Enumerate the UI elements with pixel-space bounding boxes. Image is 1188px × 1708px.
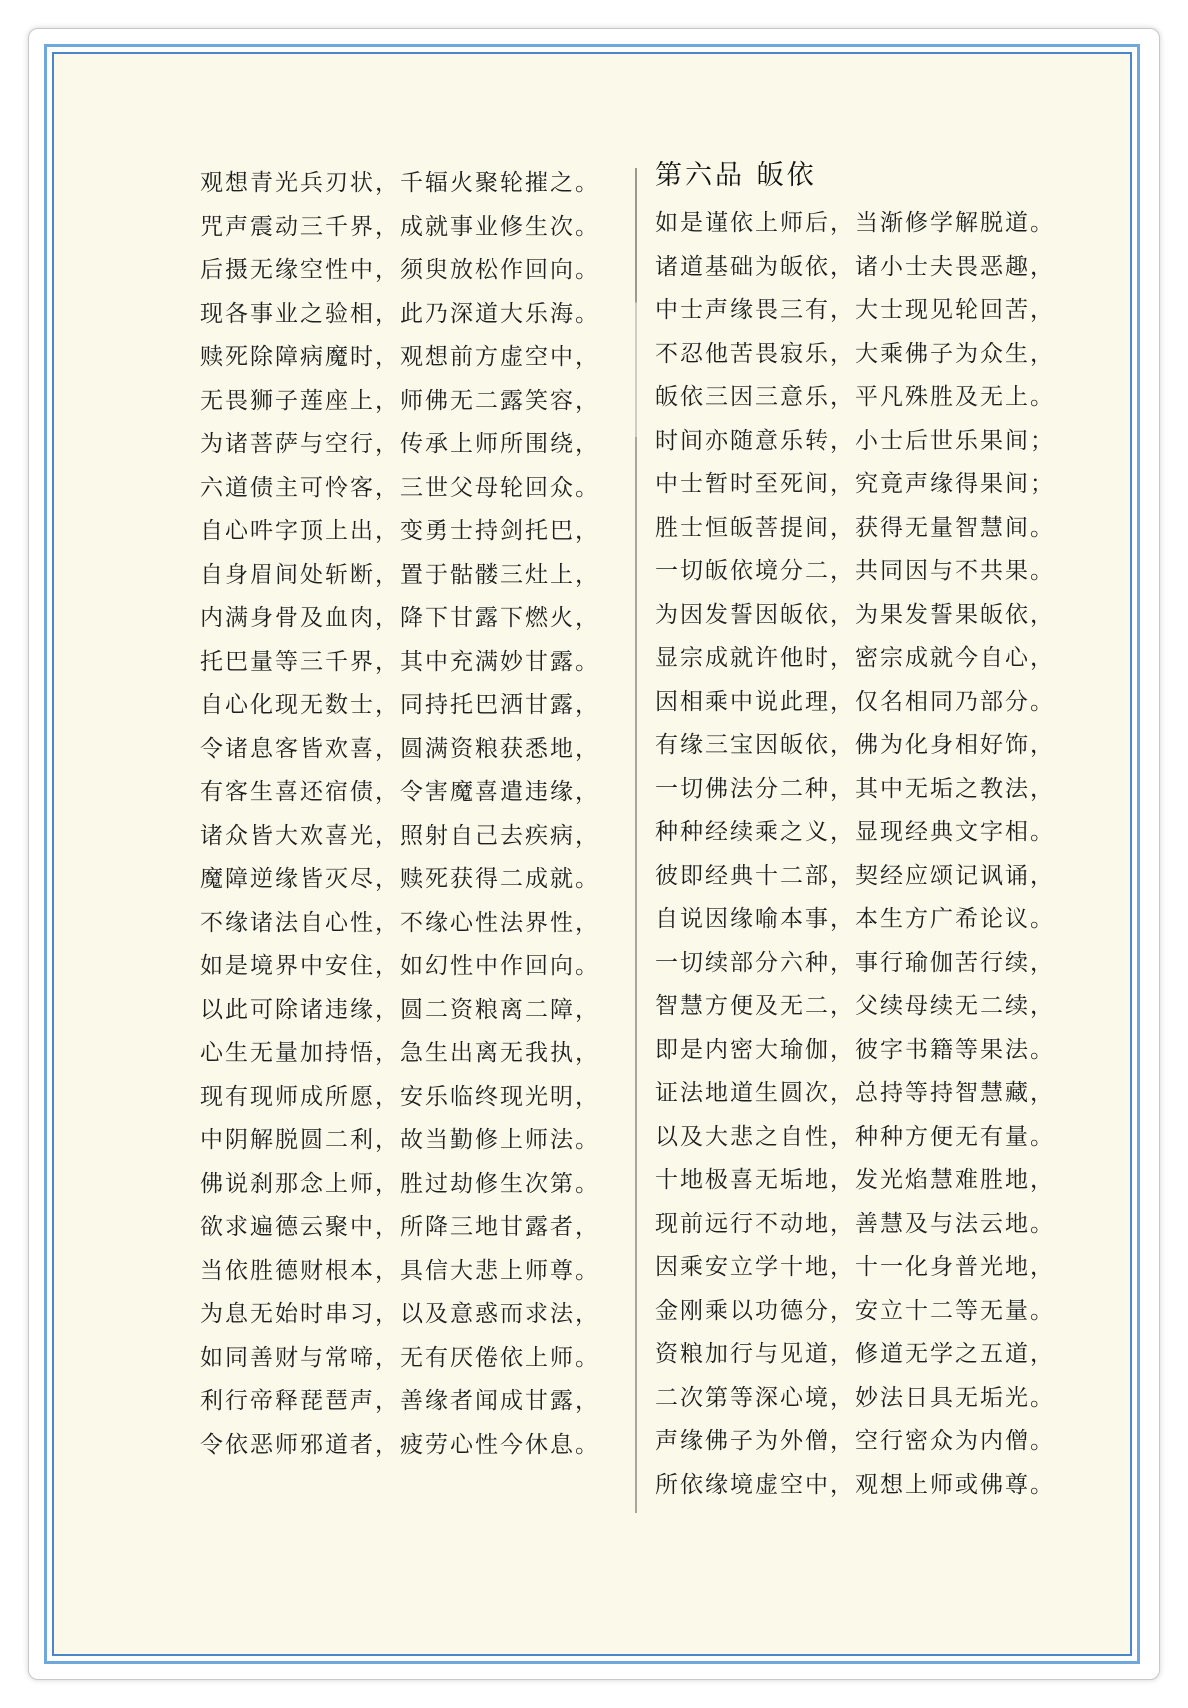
verse-line: 令依恶师邪道者，疲劳心性今休息。 [200, 1431, 600, 1458]
verse-line: 自身眉间处斩断，置于骷髅三灶上， [200, 561, 600, 588]
verse-line: 不忍他苦畏寂乐，大乘佛子为众生， [655, 340, 1055, 367]
verse-line: 一切皈依境分二，共同因与不共果。 [655, 558, 1055, 584]
verse-line: 声缘佛子为外僧，空行密众为内僧。 [655, 1428, 1055, 1454]
verse-line: 一切续部分六种，事行瑜伽苦行续， [655, 949, 1055, 976]
verse-line: 时间亦随意乐转，小士后世乐果间； [655, 427, 1055, 454]
left-text-column [200, 162, 620, 1467]
verse-line: 魔障逆缘皆灭尽，赎死获得二成就。 [200, 866, 600, 892]
verse-line: 二次第等深心境，妙法日具无垢光。 [655, 1384, 1055, 1411]
verse-line: 彼即经典十二部，契经应颂记讽诵， [655, 862, 1055, 889]
verse-line: 利行帝释琵琶声，善缘者闻成甘露， [200, 1388, 600, 1414]
verse-line: 诸道基础为皈依，诸小士夫畏恶趣， [655, 253, 1055, 280]
verse-line: 金刚乘以功德分，安立十二等无量。 [655, 1297, 1055, 1324]
verse-line: 因相乘中说此理，仅名相同乃部分。 [655, 688, 1055, 715]
verse-line: 所依缘境虚空中，观想上师或佛尊。 [655, 1471, 1055, 1498]
verse-line: 种种经续乘之义，显现经典文字相。 [655, 819, 1055, 845]
verse-line: 无畏狮子莲座上，师佛无二露笑容， [200, 387, 600, 414]
verse-line: 现前远行不动地，善慧及与法云地。 [655, 1210, 1055, 1237]
verse-line: 皈依三因三意乐，平凡殊胜及无上。 [655, 384, 1055, 410]
verse-line: 有客生喜还宿债，令害魔喜遣违缘， [200, 779, 600, 805]
verse-line: 咒声震动三千界，成就事业修生次。 [200, 213, 600, 240]
verse-line: 如同善财与常啼，无有厌倦依上师。 [200, 1344, 600, 1371]
right-text-column [655, 150, 1075, 1507]
verse-line: 有缘三宝因皈依，佛为化身相好饰， [655, 732, 1055, 758]
verse-line: 内满身骨及血肉，降下甘露下燃火， [200, 605, 600, 631]
chapter-title: 第六品 皈依 [655, 160, 817, 191]
verse-line: 为息无始时串习，以及意惑而求法， [200, 1301, 600, 1327]
verse-line: 以及大悲之自性，种种方便无有量。 [655, 1123, 1055, 1150]
verse-line: 观想青光兵刃状，千辐火聚轮摧之。 [200, 170, 600, 196]
verse-line: 为诸菩萨与空行，传承上师所围绕， [200, 431, 600, 457]
verse-line: 中士暂时至死间，究竟声缘得果间； [655, 471, 1055, 497]
column-divider [635, 168, 637, 1513]
verse-line: 智慧方便及无二，父续母续无二续， [655, 993, 1055, 1019]
verse-line: 因乘安立学十地，十一化身普光地， [655, 1254, 1055, 1280]
verse-line: 如是谨依上师后，当渐修学解脱道。 [655, 210, 1055, 236]
verse-line: 不缘诸法自心性，不缘心性法界性， [200, 909, 600, 936]
verse-line: 如是境界中安住，如幻性中作回向。 [200, 953, 600, 979]
verse-line: 诸众皆大欢喜光，照射自己去疾病， [200, 822, 600, 849]
verse-line: 现各事业之验相，此乃深道大乐海。 [200, 300, 600, 327]
verse-line: 以此可除诸违缘，圆二资粮离二障， [200, 996, 600, 1023]
verse-line: 自心化现无数士，同持托巴洒甘露， [200, 692, 600, 718]
verse-line: 欲求遍德云聚中，所降三地甘露者， [200, 1214, 600, 1240]
verse-line: 证法地道生圆次，总持等持智慧藏， [655, 1080, 1055, 1106]
verse-line: 令诸息客皆欢喜，圆满资粮获悉地， [200, 735, 600, 762]
verse-line: 中士声缘畏三有，大士现见轮回苦， [655, 297, 1055, 323]
verse-line: 一切佛法分二种，其中无垢之教法， [655, 775, 1055, 802]
verse-line: 自说因缘喻本事，本生方广希论议。 [655, 906, 1055, 932]
verse-line: 后摄无缘空性中，须臾放松作回向。 [200, 257, 600, 283]
verse-line: 胜士恒皈菩提间，获得无量智慧间。 [655, 514, 1055, 541]
verse-line: 资粮加行与见道，修道无学之五道， [655, 1341, 1055, 1367]
verse-line: 显宗成就许他时，密宗成就今自心， [655, 645, 1055, 671]
verse-line: 托巴量等三千界，其中充满妙甘露。 [200, 648, 600, 675]
verse-line: 十地极喜无垢地，发光焰慧难胜地， [655, 1167, 1055, 1193]
verse-line: 现有现师成所愿，安乐临终现光明， [200, 1083, 600, 1110]
verse-line: 自心吽字顶上出，变勇士持剑托巴， [200, 518, 600, 544]
verse-line: 为因发誓因皈依，为果发誓果皈依， [655, 601, 1055, 628]
verse-line: 赎死除障病魔时，观想前方虚空中， [200, 344, 600, 370]
verse-line: 即是内密大瑜伽，彼字书籍等果法。 [655, 1036, 1055, 1063]
verse-line: 六道债主可怜客，三世父母轮回众。 [200, 474, 600, 501]
verse-line: 中阴解脱圆二利，故当勤修上师法。 [200, 1127, 600, 1153]
verse-line: 当依胜德财根本，具信大悲上师尊。 [200, 1257, 600, 1284]
verse-line: 心生无量加持悟，急生出离无我执， [200, 1040, 600, 1066]
verse-line: 佛说刹那念上师，胜过劫修生次第。 [200, 1170, 600, 1197]
